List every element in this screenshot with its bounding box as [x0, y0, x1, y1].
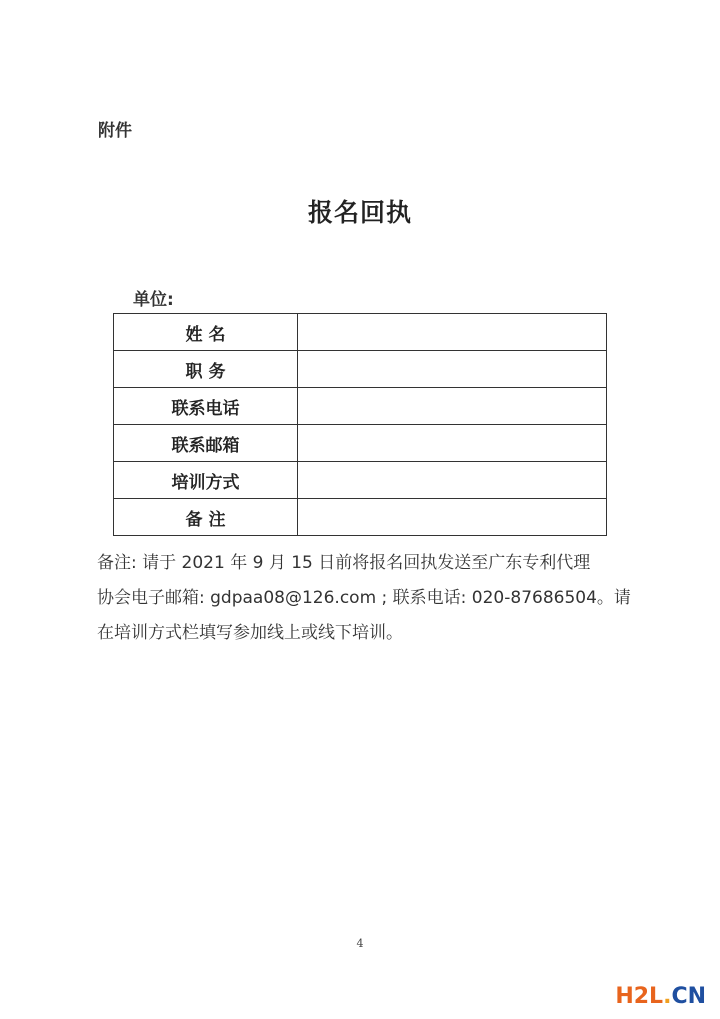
name-field[interactable] [298, 314, 607, 351]
watermark-text: H2L [615, 984, 664, 1009]
phone-field[interactable] [298, 388, 607, 425]
page-number: 4 [356, 937, 364, 950]
attachment-label: 附件 [98, 121, 132, 141]
note-line: 协会电子邮箱: gdpaa08@126.com ; 联系电话: 020-87686504。请 [97, 588, 631, 608]
table-row [114, 425, 607, 462]
note-line: 在培训方式栏填写参加线上或线下培训。 [97, 623, 403, 643]
table-row [114, 351, 607, 388]
page-title: 报名回执 [307, 198, 412, 227]
training-mode-field[interactable] [298, 462, 607, 499]
note-line: 备注: 请于 2021 年 9 月 15 日前将报名回执发送至广东专利代理 [97, 553, 591, 573]
watermark-logo [615, 984, 706, 1009]
table-row [114, 388, 607, 425]
watermark-text: CN [671, 984, 706, 1009]
note-paragraph [97, 546, 637, 651]
position-field[interactable] [298, 351, 607, 388]
table-row [114, 499, 607, 536]
email-label: 联系邮箱 [114, 425, 298, 462]
training-mode-label: 培训方式 [114, 462, 298, 499]
remarks-field[interactable] [298, 499, 607, 536]
name-label: 姓 名 [114, 314, 298, 351]
registration-form-table [113, 313, 607, 536]
remarks-label: 备 注 [114, 499, 298, 536]
phone-label: 联系电话 [114, 388, 298, 425]
watermark-text: . [663, 984, 672, 1009]
table-row [114, 462, 607, 499]
email-field[interactable] [298, 425, 607, 462]
position-label: 职 务 [114, 351, 298, 388]
unit-label: 单位: [133, 290, 174, 310]
table-row [114, 314, 607, 351]
